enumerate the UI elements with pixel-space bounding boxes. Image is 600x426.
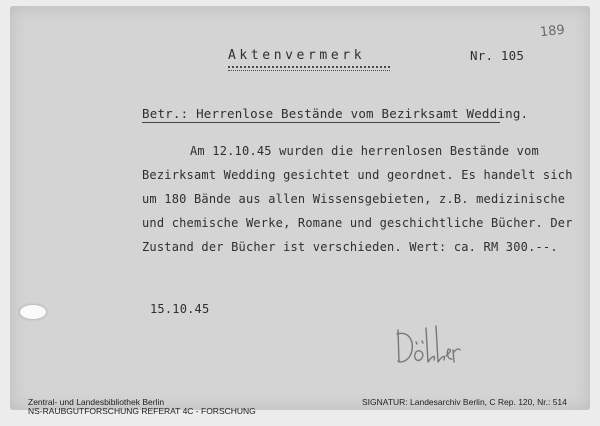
document-date: 15.10.45 bbox=[150, 302, 210, 316]
document-number: Nr. 105 bbox=[470, 48, 525, 63]
subject-line: Betr.: Herrenlose Bestände vom Bezirksamt Wedding. bbox=[142, 106, 529, 121]
body-line-2: Bezirksamt Wedding gesichtet und geordnet. Es handelt sich bbox=[142, 168, 573, 182]
handwritten-signature bbox=[392, 322, 462, 368]
subject-underline bbox=[142, 122, 500, 123]
document-heading: Aktenvermerk bbox=[228, 48, 366, 63]
body-line-3: um 180 Bände aus allen Wissensgebieten, z.B. medizinische bbox=[142, 192, 566, 206]
pencil-page-number: 189 bbox=[539, 22, 566, 41]
punch-hole bbox=[20, 305, 46, 319]
footer-signatur: SIGNATUR: Landesarchiv Berlin, C Rep. 120, Nr.: 514 bbox=[362, 397, 567, 407]
heading-underline bbox=[228, 66, 390, 71]
body-line-4: und chemische Werke, Romane und geschichtliche Bücher. Der bbox=[142, 216, 573, 230]
footer-institution: Zentral- und Landesbibliothek Berlin bbox=[28, 397, 165, 407]
body-line-1: Am 12.10.45 wurden die herrenlosen Bestände vom bbox=[190, 144, 539, 158]
footer-department: NS-RAUBGUTFORSCHUNG REFERAT 4C - FORSCHUNG bbox=[28, 406, 256, 416]
body-line-5: Zustand der Bücher ist verschieden. Wert: ca. RM 300.--. bbox=[142, 240, 558, 254]
